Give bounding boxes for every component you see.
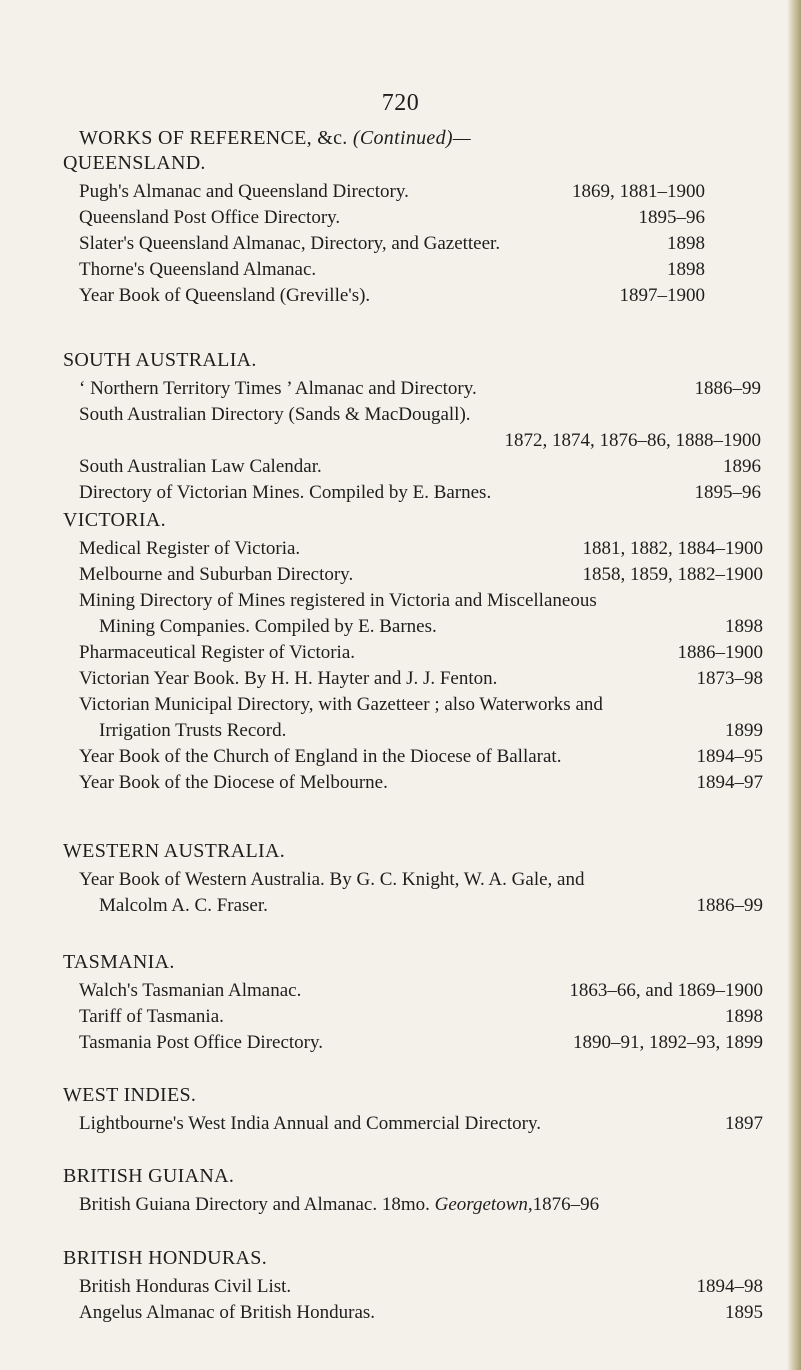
entry-years: 1898 bbox=[725, 616, 763, 637]
list-item bbox=[63, 480, 761, 506]
entry-title: Directory of Victorian Mines. Compiled by E. Barnes. bbox=[79, 482, 492, 503]
entry-title: South Australian Directory (Sands & MacDougall). bbox=[79, 404, 471, 425]
section-british-guiana bbox=[63, 1163, 763, 1218]
entry-title: Queensland Post Office Directory. bbox=[79, 207, 341, 228]
page-number: 720 bbox=[381, 90, 420, 116]
entry-years: 1886–99 bbox=[696, 895, 763, 916]
list-item bbox=[63, 867, 763, 919]
section-title: TASMANIA. bbox=[63, 951, 175, 973]
entry-title-line1: Year Book of Western Australia. By G. C. Knight, W. A. Gale, and bbox=[79, 869, 585, 890]
entry-title bbox=[79, 1192, 763, 1218]
entry-title-line2: Mining Companies. Compiled by E. Barnes. bbox=[99, 616, 437, 637]
list-item bbox=[63, 1004, 763, 1030]
entry-title-line1: Victorian Municipal Directory, with Gazetteer ; also Waterworks and bbox=[79, 694, 603, 715]
entry-years: 1895–96 bbox=[638, 207, 705, 228]
list-item bbox=[63, 666, 763, 692]
list-item bbox=[63, 1192, 763, 1218]
list-item bbox=[63, 770, 763, 796]
list-item bbox=[63, 588, 763, 640]
list-item bbox=[63, 536, 763, 562]
entry-years: 1872, 1874, 1876–86, 1888–1900 bbox=[504, 430, 761, 451]
section-title: SOUTH AUSTRALIA. bbox=[63, 349, 257, 371]
list-item bbox=[63, 692, 763, 744]
entry-years: 1881, 1882, 1884–1900 bbox=[582, 538, 763, 559]
entry-title: South Australian Law Calendar. bbox=[79, 456, 322, 477]
entry-title: Angelus Almanac of British Honduras. bbox=[79, 1302, 376, 1323]
list-item bbox=[63, 744, 763, 770]
section-victoria bbox=[63, 507, 763, 796]
entry-title-text: British Guiana Directory and Almanac. 18mo. bbox=[79, 1194, 430, 1215]
entry-title: Year Book of the Diocese of Melbourne. bbox=[79, 772, 388, 793]
entry-years: 1890–91, 1892–93, 1899 bbox=[573, 1032, 763, 1053]
entry-years: 1897 bbox=[725, 1113, 763, 1134]
list-item bbox=[63, 454, 761, 480]
list-item bbox=[63, 978, 763, 1004]
entry-title: Medical Register of Victoria. bbox=[79, 538, 301, 559]
entry-title: Year Book of Queensland (Greville's). bbox=[79, 285, 371, 306]
entry-title-line2: Malcolm A. C. Fraser. bbox=[99, 895, 268, 916]
header-text: WORKS OF REFERENCE, &c. bbox=[79, 127, 348, 149]
entry-title: Melbourne and Suburban Directory. bbox=[79, 564, 354, 585]
entry-title: Victorian Year Book. By H. H. Hayter and J. J. Fenton. bbox=[79, 668, 498, 689]
list-item bbox=[63, 1300, 763, 1326]
entry-years: 1858, 1859, 1882–1900 bbox=[582, 564, 763, 585]
entry-years: 1886–99 bbox=[694, 378, 761, 399]
section-title: WESTERN AUSTRALIA. bbox=[63, 840, 286, 862]
entry-years: 1898 bbox=[667, 259, 705, 280]
section-south-australia bbox=[63, 347, 763, 506]
entry-years: 1896 bbox=[723, 456, 761, 477]
entry-title: Pugh's Almanac and Queensland Directory. bbox=[79, 181, 409, 202]
entry-title: Walch's Tasmanian Almanac. bbox=[79, 980, 302, 1001]
entry-title-line1: Mining Directory of Mines registered in Victoria and Miscellaneous bbox=[79, 590, 597, 611]
entry-years: 1886–1900 bbox=[677, 642, 763, 663]
entry-title: ‘ Northern Territory Times ’ Almanac and Directory. bbox=[79, 378, 477, 399]
page-edge bbox=[787, 0, 801, 1370]
entry-years: 1897–1900 bbox=[619, 285, 705, 306]
section-title: QUEENSLAND. bbox=[63, 152, 206, 174]
section-western-australia bbox=[63, 838, 763, 919]
list-item bbox=[63, 1111, 763, 1137]
list-item bbox=[63, 402, 761, 454]
entry-title: Slater's Queensland Almanac, Directory, and Gazetteer. bbox=[79, 233, 501, 254]
section-queensland bbox=[63, 150, 763, 309]
entry-years: 1894–97 bbox=[696, 772, 763, 793]
entry-title: Lightbourne's West India Annual and Commercial Directory. bbox=[79, 1113, 542, 1134]
entry-years-inline: 1876–96 bbox=[532, 1194, 600, 1215]
section-west-indies bbox=[63, 1082, 763, 1137]
entry-years: 1898 bbox=[667, 233, 705, 254]
entry-years: 1899 bbox=[725, 720, 763, 741]
entry-title: British Honduras Civil List. bbox=[79, 1276, 292, 1297]
running-header bbox=[79, 125, 471, 151]
list-item bbox=[63, 205, 705, 231]
list-item bbox=[63, 1274, 763, 1300]
list-item bbox=[63, 283, 705, 309]
entry-years: 1863–66, and 1869–1900 bbox=[569, 980, 763, 1001]
entry-title: Pharmaceutical Register of Victoria. bbox=[79, 642, 356, 663]
entry-title-line2: Irrigation Trusts Record. bbox=[99, 720, 287, 741]
list-item bbox=[63, 562, 763, 588]
list-item bbox=[63, 179, 705, 205]
entry-years: 1894–98 bbox=[696, 1276, 763, 1297]
list-item bbox=[63, 1030, 763, 1056]
entry-place: Georgetown, bbox=[434, 1194, 533, 1215]
entry-years: 1898 bbox=[725, 1006, 763, 1027]
list-item bbox=[63, 640, 763, 666]
section-title: BRITISH GUIANA. bbox=[63, 1165, 235, 1187]
list-item bbox=[63, 231, 705, 257]
list-item bbox=[63, 376, 761, 402]
entry-years: 1894–95 bbox=[696, 746, 763, 767]
entry-title: Thorne's Queensland Almanac. bbox=[79, 259, 317, 280]
section-title: BRITISH HONDURAS. bbox=[63, 1247, 268, 1269]
section-british-honduras bbox=[63, 1245, 763, 1326]
section-tasmania bbox=[63, 949, 763, 1056]
entry-title: Tariff of Tasmania. bbox=[79, 1006, 224, 1027]
section-title: WEST INDIES. bbox=[63, 1084, 197, 1106]
entry-years: 1895–96 bbox=[694, 482, 761, 503]
section-title: VICTORIA. bbox=[63, 509, 166, 531]
entry-years: 1869, 1881–1900 bbox=[572, 181, 705, 202]
entry-title: Tasmania Post Office Directory. bbox=[79, 1032, 324, 1053]
entry-title: Year Book of the Church of England in the Diocese of Ballarat. bbox=[79, 746, 562, 767]
entry-years: 1873–98 bbox=[696, 668, 763, 689]
header-continued: (Continued)— bbox=[352, 127, 471, 149]
list-item bbox=[63, 257, 705, 283]
entry-years: 1895 bbox=[725, 1302, 763, 1323]
